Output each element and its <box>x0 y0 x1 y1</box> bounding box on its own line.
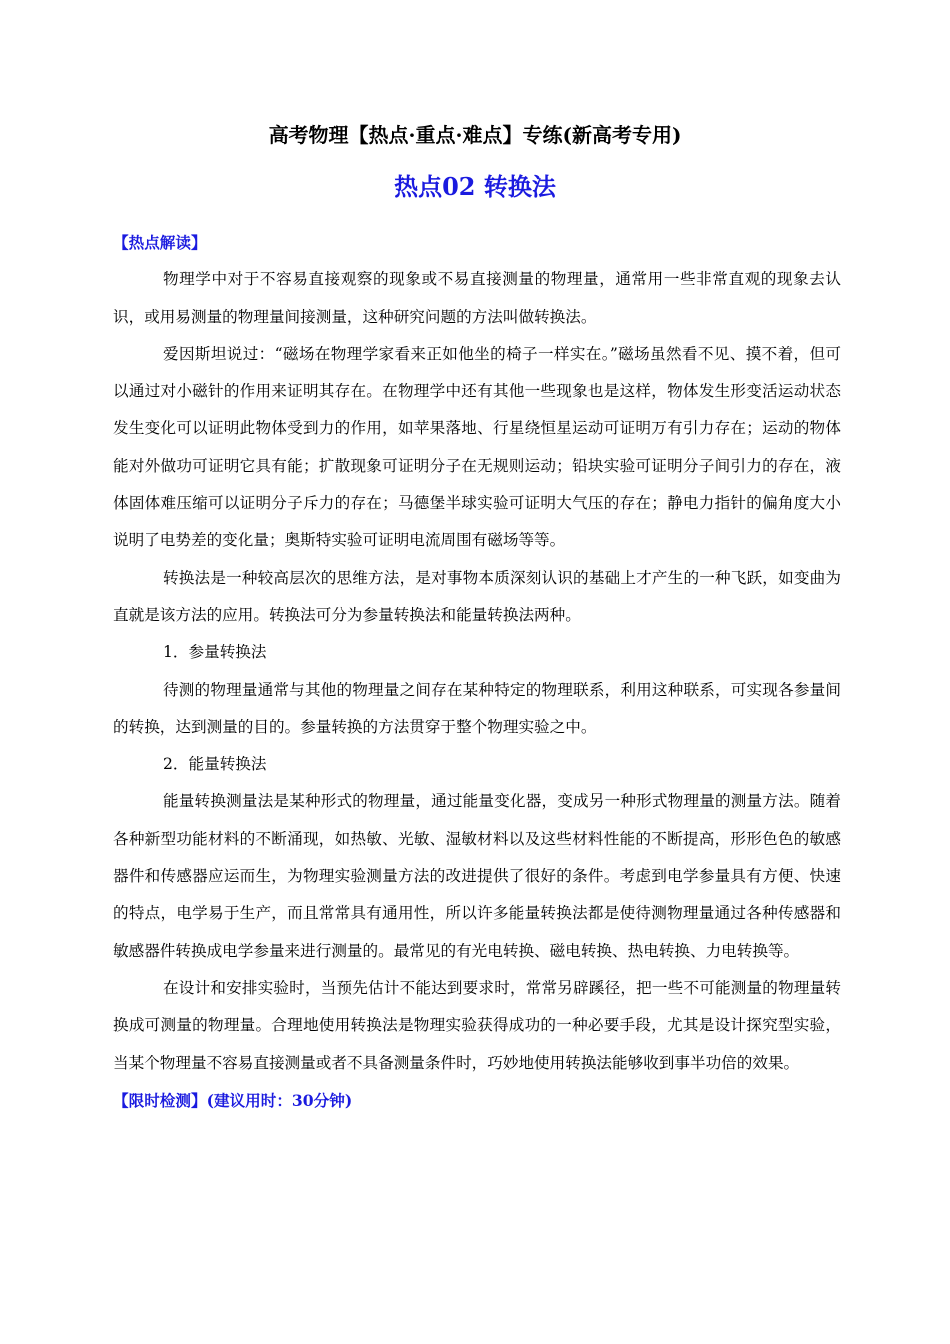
section-heading-hotspot-interpretation: 【热点解读】 <box>113 233 207 252</box>
paragraph-advanced-method: 转换法是一种较高层次的思维方法，是对事物本质深刻认识的基础上才产生的一种飞跃，如变曲为直就是该方法的应用。转换法可分为参量转换法和能量转换法两种。 <box>113 568 841 624</box>
paragraph-energy-conversion: 能量转换测量法是某种形式的物理量，通过能量变化器，变成另一种形式物理量的测量方法。随着各种新型功能材料的不断涌现，如热敏、光敏、湿敏材料以及这些材料性能的不断提高，形形色色的敏感器件和传感器应运而生，为物理实验测量方法的改进提供了很好的条件。考虑到电学参量具有方便、快速的特点，电学易于生产，而且常常具有通用性，所以许多能量转换法都是使待测物理量通过各种传感器和敏感器件转换成电学参量来进行测量的。最常见的有光电转换、磁电转换、热电转换、力电转换等。 <box>113 792 841 960</box>
document-subtitle: 热点02 转换法 <box>394 172 556 201</box>
section-heading-timed-test <box>113 1082 841 1119</box>
paragraph-intro: 物理学中对于不容易直接观察的现象或不易直接测量的物理量，通常用一些非常直观的现象去认识，或用易测量的物理量间接测量，这种研究问题的方法叫做转换法。 <box>113 270 841 326</box>
list-item-parameter-conversion: 1．参量转换法 <box>163 643 267 662</box>
paragraph-einstein: 爱因斯坦说过：“磁场在物理学家看来正如他坐的椅子一样实在。”磁场虽然看不见、摸不着，但可以通过对小磁针的作用来证明其存在。在物理学中还有其他一些现象也是这样，物体发生形变活运动状态发生变化可以证明此物体受到力的作用，如苹果落地、行星绕恒星运动可证明万有引力存在；运动的物体能对外做功可证明它具有能；扩散现象可证明分子在无规则运动；铅块实验可证明分子间引力的存在，液体固体难压缩可以证明分子斥力的存在；马德堡半球实验可证明大气压的存在；静电力指针的偏角度大小说明了电势差的变化量；奥斯特实验可证明电流周围有磁场等等。 <box>113 344 841 550</box>
timed-test-label: 【限时检测】 <box>113 1090 207 1110</box>
paragraph-parameter-conversion: 待测的物理量通常与其他的物理量之间存在某种特定的物理联系，利用这种联系，可实现各参量间的转换，达到测量的目的。参量转换的方法贯穿于整个物理实验之中。 <box>113 680 841 736</box>
timed-test-note: (建议用时：30分钟) <box>206 1090 353 1110</box>
list-item-energy-conversion: 2．能量转换法 <box>163 755 267 774</box>
paragraph-closing: 在设计和安排实验时，当预先估计不能达到要求时，常常另辟蹊径，把一些不可能测量的物理量转换成可测量的物理量。合理地使用转换法是物理实验获得成功的一种必要手段，尤其是设计探究型实验，当某个物理量不容易直接测量或者不具备测量条件时，巧妙地使用转换法能够收到事半功倍的效果。 <box>113 978 841 1072</box>
document-body <box>113 224 841 1119</box>
document-title: 高考物理【热点·重点·难点】专练(新高考专用) <box>268 123 682 147</box>
